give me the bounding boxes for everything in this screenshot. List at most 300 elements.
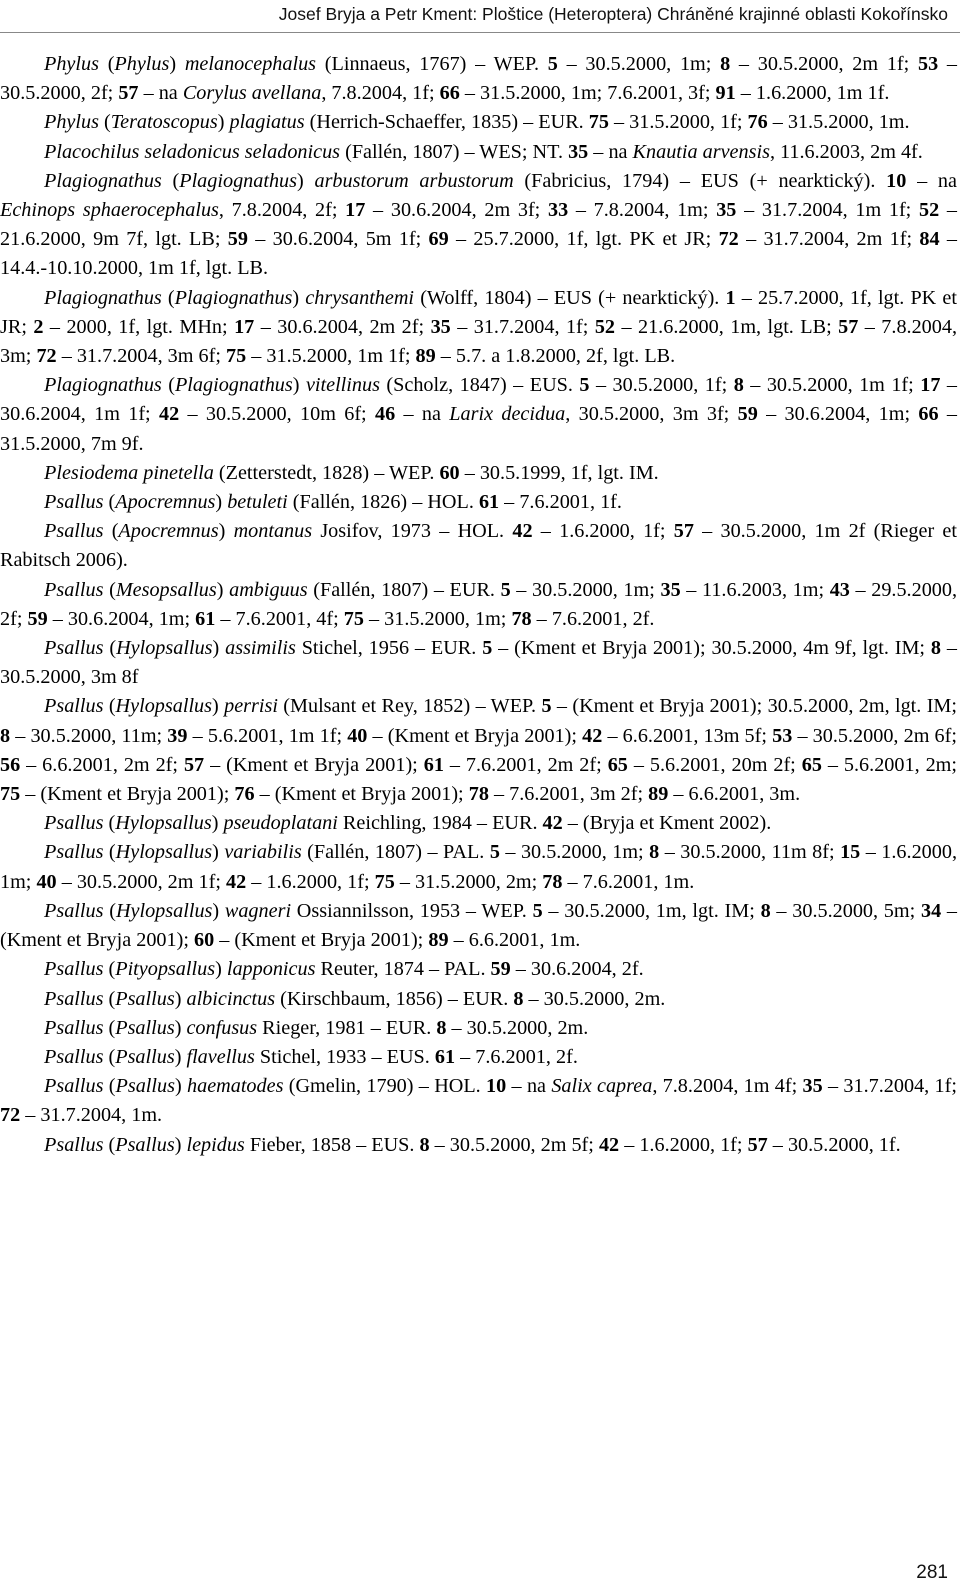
taxon-name: wagneri — [224, 899, 292, 922]
locality-number: 76 — [234, 783, 255, 806]
locality-number: 40 — [347, 724, 368, 747]
entry-text: – (Kment et Bryja 2001); — [254, 783, 469, 806]
entry-text: – 30.5.2000, 1m 1f; — [743, 374, 921, 397]
locality-number: 17 — [345, 199, 366, 222]
locality-number: 40 — [36, 870, 57, 893]
entry-text: ) — [169, 53, 185, 75]
locality-number: 17 — [234, 315, 255, 338]
taxon-name: Plagiognathus — [174, 286, 293, 309]
taxon-name: Echinops sphaerocephalus — [0, 199, 219, 222]
locality-number: 42 — [226, 870, 247, 893]
entry-text: – 11.6.2003, 1m; — [680, 578, 830, 601]
entry-text: – (Kment et Bryja 2001); 30.5.2000, 4m 9f, lgt. IM; — [492, 637, 931, 660]
entry-text: – na — [588, 140, 633, 163]
entry-text: – 30.5.2000, 11m 8f; — [659, 841, 841, 864]
species-entry — [0, 985, 957, 1014]
entry-text: ) — [174, 1075, 187, 1098]
locality-number: 75 — [343, 607, 364, 630]
entry-text: Stichel, 1956 – EUR. — [295, 637, 483, 660]
entry-text: – 7.6.2001, 4f; — [215, 607, 344, 630]
locality-number: 89 — [648, 783, 669, 806]
entry-text: ) — [292, 374, 306, 397]
locality-number: 89 — [428, 929, 449, 952]
taxon-name: Corylus avellana — [182, 82, 322, 105]
locality-number: 57 — [118, 82, 139, 105]
entry-text: (Fallén, 1807) – EUR. — [307, 578, 501, 601]
locality-number: 66 — [918, 403, 939, 426]
locality-number: 76 — [747, 111, 768, 134]
entry-text: ) — [174, 1133, 187, 1156]
entry-text: – 31.7.2004, 2m 1f; — [738, 228, 920, 251]
entry-text: – 30.5.1999, 1f, lgt. IM. — [459, 461, 659, 484]
locality-number: 59 — [490, 958, 511, 981]
locality-number: 1 — [725, 286, 736, 309]
taxon-name: Psallus — [44, 899, 104, 922]
entry-text: ( — [103, 1045, 116, 1068]
locality-number: 8 — [513, 987, 524, 1010]
taxon-name: lapponicus — [226, 958, 316, 981]
taxon-name: Hylopsallus — [115, 899, 213, 922]
species-list — [0, 50, 957, 1160]
entry-text: (Fallén, 1826) – HOL. — [287, 491, 479, 514]
entry-text: – 6.6.2001, 1m. — [448, 929, 581, 952]
entry-text: ) — [212, 841, 225, 864]
entry-text: – 31.7.2004, 1m 1f; — [736, 199, 919, 222]
entry-text: ) — [297, 169, 315, 192]
locality-number: 35 — [802, 1075, 823, 1098]
entry-text: ) — [292, 286, 306, 309]
entry-text: ) — [217, 111, 230, 134]
entry-text: ) — [218, 520, 234, 543]
locality-number: 65 — [801, 753, 822, 776]
locality-number: 57 — [747, 1133, 768, 1156]
locality-number: 75 — [588, 111, 609, 134]
taxon-name: Plagiognathus — [44, 286, 162, 309]
locality-number: 8 — [760, 899, 771, 922]
entry-text: ( — [98, 53, 115, 75]
species-entry — [0, 284, 957, 372]
entry-text: – 7.6.2001, 1f. — [499, 491, 622, 514]
locality-number: 8 — [0, 724, 11, 747]
locality-number: 61 — [423, 753, 444, 776]
entry-text: ) — [174, 987, 187, 1010]
locality-number: 66 — [439, 82, 460, 105]
entry-text: ( — [103, 1133, 116, 1156]
taxon-name: Plagiognathus — [174, 374, 293, 397]
locality-number: 72 — [36, 345, 57, 368]
species-entry — [0, 517, 957, 575]
entry-text: – na — [506, 1075, 552, 1098]
taxon-name: Larix decidua — [449, 403, 566, 426]
taxon-name: Psallus — [44, 637, 104, 660]
species-entry — [0, 108, 957, 137]
locality-number: 10 — [486, 1075, 507, 1098]
entry-text: – 30.6.2004, 5m 1f; — [247, 228, 429, 251]
locality-number: 75 — [374, 870, 395, 893]
entry-text: – 30.5.2000, 1f; — [589, 374, 734, 397]
entry-text: ( — [103, 695, 116, 718]
entry-text: ( — [103, 520, 119, 543]
entry-text: – 30.5.2000, 1m 2f (Rieger et Rabitsch 2006). — [0, 520, 957, 572]
entry-text: ( — [103, 841, 116, 864]
entry-text: ) — [212, 637, 226, 660]
entry-text: (Fallén, 1807) – WES; NT. — [340, 140, 569, 163]
entry-text: ( — [161, 169, 180, 192]
locality-number: 10 — [886, 169, 907, 192]
entry-text: ( — [103, 958, 116, 981]
locality-number: 65 — [607, 753, 628, 776]
locality-number: 72 — [718, 228, 739, 251]
locality-number: 5 — [532, 899, 543, 922]
entry-text: – 30.6.2004, 2m 2f; — [254, 315, 431, 338]
locality-number: 5 — [579, 374, 590, 397]
entry-text: (Linnaeus, 1767) – WEP. — [316, 53, 548, 75]
entry-text: – 30.5.2000, 2m 1f; — [730, 53, 918, 75]
entry-text: – 30.6.2004, 2m 3f; — [365, 199, 548, 222]
entry-text: ) — [212, 695, 225, 718]
locality-number: 56 — [0, 753, 21, 776]
entry-text: ) — [174, 1016, 187, 1039]
taxon-name: assimilis — [225, 637, 296, 660]
locality-number: 75 — [0, 783, 21, 806]
locality-number: 59 — [27, 607, 48, 630]
taxon-name: Psallus — [115, 1133, 175, 1156]
taxon-name: Psallus — [44, 578, 104, 601]
entry-text: – 1.6.2000, 1m 1f. — [735, 82, 890, 105]
locality-number: 8 — [720, 53, 731, 75]
entry-text: ) — [216, 578, 230, 601]
species-entry — [0, 897, 957, 955]
locality-number: 69 — [428, 228, 449, 251]
taxon-name: haematodes — [187, 1075, 284, 1098]
taxon-name: flavellus — [186, 1045, 255, 1068]
taxon-name: montanus — [233, 520, 313, 543]
entry-text: – 30.6.2004, 1m; — [47, 607, 196, 630]
entry-text: ) — [215, 491, 228, 514]
entry-text: ( — [98, 111, 111, 134]
entry-text: – 7.6.2001, 3m 2f; — [488, 783, 649, 806]
locality-number: 59 — [227, 228, 248, 251]
taxon-name: betuleti — [227, 491, 288, 514]
entry-text: (Scholz, 1847) – EUS. — [379, 374, 580, 397]
entry-text: – 31.5.2000, 1f; — [608, 111, 748, 134]
locality-number: 53 — [772, 724, 793, 747]
locality-number: 57 — [183, 753, 205, 776]
entry-text: – 21.6.2000, 9m 7f, lgt. LB; — [0, 199, 957, 251]
taxon-name: ambiguus — [229, 578, 308, 601]
entry-text: ) — [215, 958, 227, 981]
locality-number: 53 — [917, 53, 939, 75]
locality-number: 35 — [430, 315, 451, 338]
entry-text: – 6.6.2001, 3m. — [668, 783, 801, 806]
entry-text: (Fabricius, 1794) – EUS (+ nearktický). — [513, 169, 887, 192]
species-entry — [0, 1072, 957, 1130]
locality-number: 42 — [512, 520, 533, 543]
locality-number: 5 — [547, 53, 558, 75]
entry-text: ) — [174, 1045, 187, 1068]
entry-text: – 30.5.2000, 2m 1f; — [56, 870, 226, 893]
entry-text: – 31.7.2004, 1f; — [822, 1075, 957, 1098]
entry-text: – 6.6.2001, 13m 5f; — [602, 724, 773, 747]
entry-text: – 31.5.2000, 1m; 7.6.2001, 3f; — [459, 82, 716, 105]
taxon-name: Psallus — [44, 1075, 104, 1098]
entry-text: – 31.5.2000, 7m 9f. — [0, 403, 957, 455]
entry-text: – 30.5.2000, 1m; — [557, 53, 721, 75]
taxon-name: Pityopsallus — [115, 958, 216, 981]
entry-text: – 30.5.2000, 2m. — [523, 987, 666, 1010]
taxon-name: Psallus — [115, 1075, 175, 1098]
entry-text: – 31.5.2000, 2m; — [394, 870, 543, 893]
entry-text: – 1.6.2000, 1m; — [0, 841, 957, 893]
entry-text: – 30.5.2000, 2m 5f; — [429, 1133, 599, 1156]
taxon-name: Phylus — [44, 111, 99, 134]
taxon-name: Psallus — [44, 695, 104, 718]
entry-text: – 31.5.2000, 1m 1f; — [246, 345, 416, 368]
entry-text: Ossiannilsson, 1953 – WEP. — [291, 899, 533, 922]
entry-text: – 7.8.2004, 1m; — [568, 199, 717, 222]
locality-number: 42 — [158, 403, 180, 426]
entry-text: – 5.6.2001, 20m 2f; — [627, 753, 802, 776]
taxon-name: Psallus — [44, 987, 104, 1010]
species-entry — [0, 50, 957, 108]
locality-number: 57 — [838, 315, 859, 338]
locality-number: 5 — [500, 578, 511, 601]
locality-number: 8 — [419, 1133, 430, 1156]
entry-text: – 30.5.2000, 2m. — [446, 1016, 589, 1039]
locality-number: 42 — [542, 812, 563, 835]
taxon-name: plagiatus — [229, 111, 305, 134]
entry-text: – 1.6.2000, 1f; — [619, 1133, 748, 1156]
entry-text: (Mulsant et Rey, 1852) – WEP. — [277, 695, 542, 718]
species-entry — [0, 634, 957, 692]
locality-number: 5 — [489, 841, 500, 864]
entry-text: – (Kment et Bryja 2001); — [20, 783, 235, 806]
taxon-name: melanocephalus — [184, 53, 317, 75]
taxon-name: Psallus — [44, 841, 104, 864]
taxon-name: Apocremnus — [118, 520, 219, 543]
page-number: 281 — [916, 1562, 948, 1583]
species-entry — [0, 955, 957, 984]
entry-text: , 7.8.2004, 1m 4f; — [652, 1075, 803, 1098]
entry-text: – 31.7.2004, 1m. — [20, 1104, 163, 1127]
locality-number: 52 — [919, 199, 940, 222]
taxon-name: Phylus — [44, 53, 99, 75]
entry-text: – 7.6.2001, 2f. — [531, 607, 655, 630]
locality-number: 91 — [715, 82, 736, 105]
locality-number: 8 — [733, 374, 744, 397]
locality-number: 35 — [568, 140, 589, 163]
entry-text: (Kirschbaum, 1856) – EUR. — [275, 987, 514, 1010]
species-entry — [0, 576, 957, 634]
locality-number: 46 — [374, 403, 396, 426]
taxon-name: Hylopsallus — [116, 637, 213, 660]
entry-text: ( — [103, 899, 116, 922]
entry-text: ( — [103, 578, 116, 601]
entry-text: – na — [906, 169, 957, 192]
locality-number: 2 — [33, 315, 44, 338]
taxon-name: lepidus — [186, 1133, 245, 1156]
species-entry — [0, 138, 957, 167]
entry-text: – (Bryja et Kment 2002). — [562, 812, 772, 835]
species-entry — [0, 459, 957, 488]
running-header: Josef Bryja a Petr Kment: Ploštice (Heteroptera) Chráněné krajinné oblasti Kokořínsko — [278, 4, 948, 24]
locality-number: 34 — [920, 899, 942, 922]
locality-number: 15 — [840, 841, 861, 864]
entry-text: – (Kment et Bryja 2001); — [204, 753, 424, 776]
taxon-name: Plagiognathus — [179, 169, 297, 192]
locality-number: 57 — [673, 520, 694, 543]
entry-text: , 7.8.2004, 1f; — [321, 82, 440, 105]
species-entry — [0, 692, 957, 809]
entry-text: – 30.5.2000, 2m 6f; — [792, 724, 957, 747]
locality-number: 8 — [436, 1016, 447, 1039]
entry-text: ( — [103, 987, 116, 1010]
entry-text: – 5.7. a 1.8.2000, 2f, lgt. LB. — [435, 345, 676, 368]
locality-number: 42 — [598, 1133, 620, 1156]
locality-number: 5 — [541, 695, 552, 718]
entry-text: – 30.5.2000, 5m; — [770, 899, 921, 922]
entry-text: – 30.5.2000, 3m 8f — [0, 637, 957, 689]
entry-text: – 30.5.2000, 1m; — [510, 578, 661, 601]
entry-text: – 30.6.2004, 1m; — [757, 403, 919, 426]
taxon-name: Psallus — [44, 1045, 104, 1068]
entry-text: ( — [103, 1075, 116, 1098]
taxon-name: Psallus — [44, 958, 104, 981]
entry-text: – 30.5.2000, 2f; — [0, 53, 958, 105]
species-entry — [0, 1131, 957, 1160]
entry-text: – 25.7.2000, 1f, lgt. PK et JR; — [448, 228, 719, 251]
entry-text: Reuter, 1874 – PAL. — [315, 958, 491, 981]
entry-text: Josifov, 1973 – HOL. — [312, 520, 513, 543]
locality-number: 52 — [594, 315, 616, 338]
taxon-name: perrisi — [224, 695, 278, 718]
taxon-name: Apocremnus — [115, 491, 216, 514]
entry-text: – 30.5.2000, 1m; — [499, 841, 650, 864]
locality-number: 43 — [829, 578, 850, 601]
locality-number: 61 — [195, 607, 216, 630]
taxon-name: arbustorum arbustorum — [314, 169, 514, 192]
species-entry — [0, 488, 957, 517]
taxon-name: Hylopsallus — [115, 812, 212, 835]
entry-text: – 7.8.2004, 3m; — [0, 315, 957, 368]
taxon-name: variabilis — [224, 841, 302, 864]
entry-text: (Gmelin, 1790) – HOL. — [283, 1075, 487, 1098]
locality-number: 72 — [0, 1104, 21, 1127]
entry-text: – (Kment et Bryja 2001); — [367, 724, 583, 747]
entry-text: Fieber, 1858 – EUS. — [244, 1133, 420, 1156]
entry-text: ) — [211, 812, 224, 835]
entry-text: , 7.8.2004, 2f; — [218, 199, 346, 222]
locality-number: 17 — [920, 374, 941, 397]
entry-text: – 1.6.2000, 1f; — [532, 520, 674, 543]
locality-number: 75 — [226, 345, 247, 368]
taxon-name: Plagiognathus — [44, 374, 162, 397]
taxon-name: Hylopsallus — [115, 695, 212, 718]
locality-number: 8 — [930, 637, 942, 660]
locality-number: 84 — [919, 228, 940, 251]
header-divider — [0, 32, 960, 33]
locality-number: 39 — [167, 724, 188, 747]
entry-text: – na — [138, 82, 183, 105]
taxon-name: pseudoplatani — [223, 812, 338, 835]
entry-text: – 7.6.2001, 1m. — [562, 870, 695, 893]
locality-number: 60 — [193, 929, 215, 952]
taxon-name: Psallus — [115, 987, 175, 1010]
entry-text: ( — [103, 491, 116, 514]
species-entry — [0, 1014, 957, 1043]
taxon-name: Salix caprea — [551, 1075, 653, 1098]
entry-text: – 31.5.2000, 1m; — [363, 607, 512, 630]
locality-number: 35 — [660, 578, 681, 601]
taxon-name: Psallus — [44, 812, 104, 835]
entry-text: – 7.6.2001, 2f. — [455, 1045, 578, 1068]
locality-number: 5 — [482, 637, 493, 660]
entry-text: – 31.7.2004, 1f; — [450, 315, 595, 338]
species-entry — [0, 809, 957, 838]
taxon-name: Plagiognathus — [44, 169, 162, 192]
locality-number: 60 — [439, 461, 460, 484]
entry-text: – 5.6.2001, 2m; — [821, 753, 957, 776]
taxon-name: Psallus — [44, 491, 104, 514]
entry-text: ( — [103, 1016, 116, 1039]
species-entry — [0, 371, 957, 459]
entry-text: – 30.6.2004, 2f. — [510, 958, 644, 981]
locality-number: 89 — [415, 345, 436, 368]
entry-text: – 30.5.2000, 10m 6f; — [179, 403, 375, 426]
locality-number: 61 — [434, 1045, 456, 1068]
entry-text: – 21.6.2000, 1m, lgt. LB; — [615, 315, 839, 338]
entry-text: ( — [161, 286, 175, 309]
entry-text: ( — [161, 374, 175, 397]
locality-number: 35 — [716, 199, 737, 222]
locality-number: 78 — [542, 870, 563, 893]
locality-number: 78 — [468, 783, 489, 806]
entry-text: ( — [103, 637, 117, 660]
entry-text: ) — [212, 899, 225, 922]
taxon-name: chrysanthemi — [305, 286, 415, 309]
entry-text: Rieger, 1981 – EUR. — [257, 1016, 437, 1039]
entry-text: – 31.5.2000, 1m. — [767, 111, 910, 134]
entry-text: , 30.5.2000, 3m 3f; — [565, 403, 738, 426]
entry-text: – 2000, 1f, lgt. MHn; — [43, 315, 235, 338]
locality-number: 78 — [511, 607, 532, 630]
entry-text: Stichel, 1933 – EUS. — [254, 1045, 435, 1068]
entry-text: – na — [395, 403, 450, 426]
entry-text: (Zetterstedt, 1828) – WEP. — [213, 461, 440, 484]
entry-text: – 14.4.-10.10.2000, 1m 1f, lgt. LB. — [0, 228, 957, 280]
taxon-name: Hylopsallus — [115, 841, 213, 864]
entry-text: – 31.7.2004, 3m 6f; — [56, 345, 226, 368]
taxon-name: Psallus — [44, 520, 104, 543]
entry-text: – 7.6.2001, 2m 2f; — [443, 753, 608, 776]
entry-text: – 29.5.2000, 2f; — [0, 578, 958, 630]
locality-number: 59 — [737, 403, 758, 426]
taxon-name: Knautia arvensis — [632, 140, 770, 163]
taxon-name: Plesiodema pinetella — [44, 461, 214, 484]
entry-text: (Herrich-Schaeffer, 1835) – EUR. — [304, 111, 589, 134]
species-entry — [0, 167, 957, 284]
entry-text: – 30.5.2000, 1f. — [767, 1133, 901, 1156]
entry-text: (Wolff, 1804) – EUS (+ nearktický). — [414, 286, 726, 309]
entry-text: – 25.7.2000, 1f, lgt. PK et JR; — [0, 286, 957, 338]
entry-text: – (Kment et Bryja 2001); 30.5.2000, 2m, lgt. IM; — [551, 695, 957, 718]
entry-text: – 30.6.2004, 1m 1f; — [0, 374, 957, 426]
taxon-name: confusus — [186, 1016, 258, 1039]
taxon-name: vitellinus — [305, 374, 380, 397]
entry-text: (Fallén, 1807) – PAL. — [301, 841, 490, 864]
taxon-name: Placochilus seladonicus seladonicus — [44, 140, 341, 163]
entry-text: – 1.6.2000, 1f; — [246, 870, 375, 893]
